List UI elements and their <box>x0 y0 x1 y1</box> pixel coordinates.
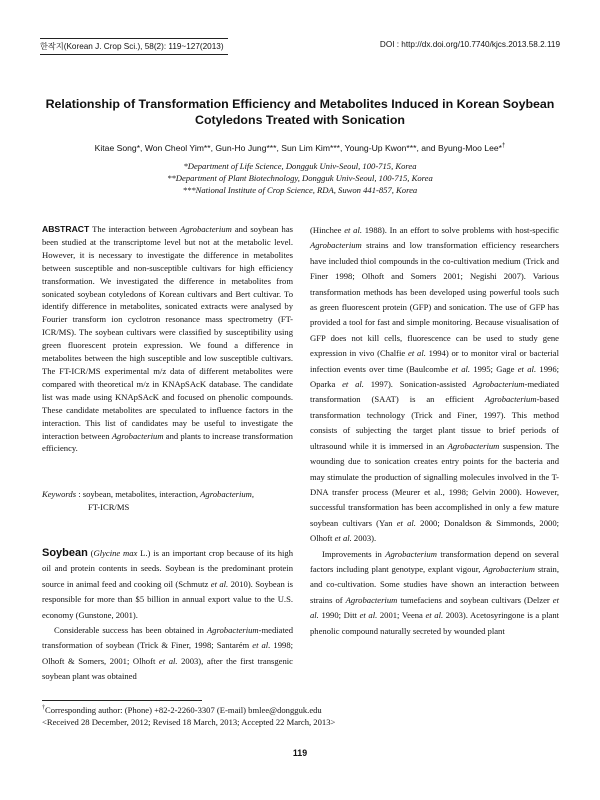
received-dates: <Received 28 December, 2012; Revised 18 March, 2013; Accepted 22 March, 2013> <box>42 717 336 728</box>
doi[interactable]: DOI : http://dx.doi.org/10.7740/kjcs.2013.58.2.119 <box>379 40 560 49</box>
term: Agrobacterium <box>206 625 259 636</box>
text: 1994) or to monitor viral or bacterial infection events over time (Baulcombe <box>310 348 559 374</box>
keywords-text: , <box>251 489 255 499</box>
etal: et al. <box>451 363 471 374</box>
corresponding-author: Corresponding author: (Phone) +82-2-2260-3307 (E-mail) bmlee@dongguk.edu <box>45 704 322 715</box>
text: 1997). Sonication-assisted <box>363 379 473 390</box>
term: Agrobacterium <box>483 563 535 574</box>
keywords-text: : soybean, metabolites, interaction, <box>76 489 201 499</box>
text: L.) is an important crop because of its high oil and protein contents in seeds. Soybean is the predominant protein source in animal feed and cooking oil (Schmutz <box>42 548 294 589</box>
title-line-1: Relationship of Transformation Efficiency and Metabolites Induced in Korean Soybean <box>45 97 555 111</box>
text: Considerable success has been obtained in <box>54 625 207 636</box>
text: strain, and co-cultivation. Some studies have shown an interaction between strains of <box>310 563 559 605</box>
abstract-text: The interaction between <box>89 224 181 234</box>
term: Agrobacterium <box>472 379 525 390</box>
text: 1996; Oparka <box>310 363 560 390</box>
abstract-term: Agrobacterium <box>180 224 232 234</box>
text: 1990; Ditt <box>318 610 360 621</box>
footnote-mark: † <box>42 705 45 711</box>
etal: et al. <box>344 225 363 235</box>
text: strains and low transformation efficiency researchers have included thiol compounds in the co-cultivation medium (Trick and Finer 1998; Olhoft and Somers 2001; Negishi 2007). Various transformation methods has been developed using powerful tools such as green fluorescent protein (GFP) and sonication. The use of GFP has provided a tool for fast and simple monitoring. Because visualisation of GFP does not kill cells, fluorescence can be used to study gene expression in vivo (Chalfie <box>310 240 559 359</box>
keywords-line-2: FT-ICR/MS <box>88 501 130 512</box>
text: 2003), after the first transgenic soybean plant was obtained <box>42 655 293 682</box>
term: Agrobacterium <box>484 394 537 405</box>
text: -mediated transformation of soybean (Trick & Finer, 1998; Santarém <box>42 625 293 651</box>
abstract-label: ABSTRACT <box>42 224 90 234</box>
authors <box>40 143 560 153</box>
abstract-text: and soybean has been studied at the transcriptome level but not at the metabolic level. However, it is necessary to investigate the difference in metabolites between susceptible and non-susceptible cultivars for high efficiency transformation. We investigated the difference in metabolites from sonicated soybean cotyledons of Korean cultivars and Bert cultivar. To identify difference in metabolites, sonicated extracts were analysed by Fourier transform ion cyclotron resonance mass spectrometry (FT-ICR/MS). The soybean cultivars were classified by susceptibility using green fluorescent protein expression. We found a difference in metabolites between the high susceptible and low susceptible cultivars. The FT-ICR/MS experimental m/z data of different metabolites were compared with theoretical m/z in KNApSAcK database. The candidate list was made using KNApSAcK and focused on phenolic compounds. These candidate metabolites are speculated to influence factors in the interaction. This list of candidates may be useful to investigate the interaction between <box>42 224 293 441</box>
corresponding-mark: † <box>502 143 506 150</box>
keywords <box>42 488 293 514</box>
text: 2000; Donaldson & Simmonds, 2000; Olhoft <box>310 517 559 544</box>
species-name: Glycine max <box>93 548 138 558</box>
abstract-term: Agrobacterium <box>111 430 164 441</box>
text: 1988). In an effort to solve problems with host-specific <box>362 225 559 235</box>
etal: et al. <box>342 379 364 390</box>
etal: et al. <box>396 517 416 528</box>
text: 1995; Gage <box>470 363 518 374</box>
page-number: 119 <box>292 748 308 758</box>
intro-paragraph-2 <box>42 623 293 685</box>
term: Agrobacterium <box>385 548 437 559</box>
text: tumefaciens and soybean cultivars (Delzer <box>397 594 553 605</box>
text: Improvements in <box>322 548 386 559</box>
etal: et al. <box>252 640 271 651</box>
etal: et al. <box>425 610 444 621</box>
running-header <box>40 38 560 54</box>
title-line-2: Cotyledons Treated with Sonication <box>195 113 405 127</box>
affiliation-3: ***National Institute of Crop Science, RDA, Suwon 441-857, Korea <box>182 185 418 195</box>
footnote <box>42 702 335 729</box>
text: transformation depend on several factors including plant genotype, explant vigour, <box>310 548 559 574</box>
text: suspension. The wounding due to sonication creates entry points for the bacteria and may stimulate the production of signalling molecules involved in the T-DNA transfer process (Meurer et al., 1998; Gelvin 2000). However, successful transformation has been accomplished in only a few mature soybean cultivars (Yan <box>310 440 560 528</box>
etal: et al. <box>359 610 378 621</box>
author-list: Kitae Song*, Won Cheol Yim**, Gun-Ho Jung***, Sun Lim Kim***, Young-Up Kwon***, and Byung-Moo Lee* <box>94 143 502 153</box>
text: -mediated transformation (SAAT) is an efficient <box>310 379 559 405</box>
intro-paragraph-1 <box>42 546 293 623</box>
abstract-text: and plants to increase transformation efficiency. <box>42 430 293 454</box>
affiliation-2: **Department of Plant Biotechnology, Dongguk Univ-Seoul, 100-715, Korea <box>167 173 433 183</box>
term: Agrobacterium <box>345 594 398 605</box>
text: (Hinchee <box>310 225 345 235</box>
introduction-left-column <box>42 546 293 685</box>
text: 2003). Acetosyringone is a plant phenolic compound naturally secreted by wounded plant <box>310 610 560 636</box>
etal: et al. <box>310 594 559 621</box>
journal-citation: 한작지(Korean J. Crop Sci.), 58(2): 119~127(2013) <box>40 38 228 55</box>
lead-word: Soybean <box>42 547 88 559</box>
right-paragraph-1 <box>310 223 559 547</box>
abstract <box>42 223 293 455</box>
term: Agrobacterium <box>447 440 500 451</box>
keywords-label: Keywords <box>42 489 77 499</box>
etal: et al. <box>408 348 426 359</box>
term: Agrobacterium <box>310 240 362 251</box>
text: 2010). Soybean is responsible for more than $5 billion in annual export value to the U.S. economy (Gunstone, 2001). <box>42 578 294 620</box>
etal: et al. <box>517 363 537 374</box>
text: 2001; Veena <box>377 610 426 621</box>
text: ( <box>87 548 94 558</box>
text: 2003). <box>351 533 377 544</box>
right-paragraph-2 <box>310 547 559 639</box>
footnote-rule <box>42 700 202 701</box>
right-column <box>310 223 559 639</box>
text: -based transformation technology (Trick and Finer, 1997). This method consists of subjecting the target plant tissue to brief periods of ultrasound while it is immersed in an <box>310 394 559 451</box>
keywords-term: Agrobacterium <box>200 489 252 499</box>
etal: et al. <box>158 655 178 666</box>
text: 1998; Olhoft & Somers, 2001; Olhoft <box>42 640 293 666</box>
paper-title <box>40 96 560 128</box>
etal: et al. <box>334 533 352 544</box>
affiliation-1: *Department of Life Science, Dongguk Univ-Seoul, 100-715, Korea <box>183 161 417 171</box>
etal: et al. <box>210 578 229 589</box>
